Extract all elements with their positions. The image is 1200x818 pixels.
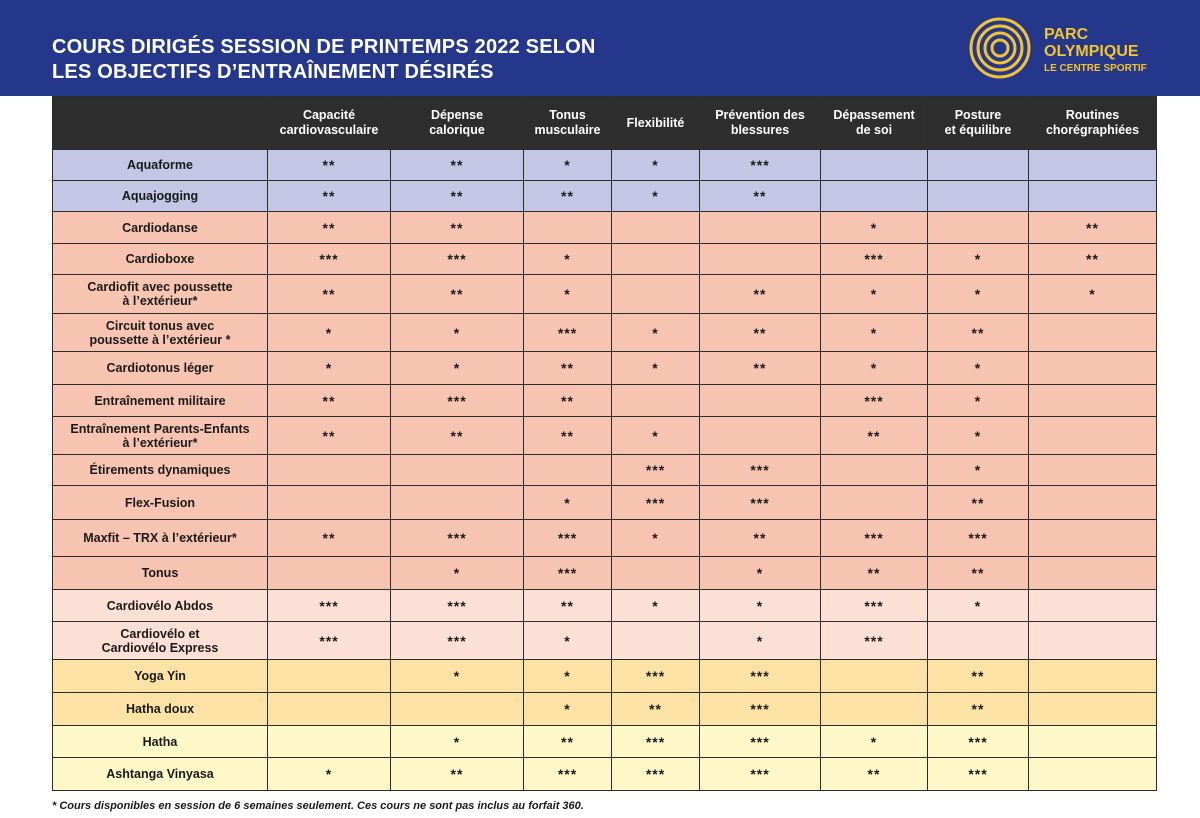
- rating-cell: **: [268, 150, 391, 181]
- rating-cell: *: [612, 590, 700, 622]
- course-name: Ashtanga Vinyasa: [53, 758, 268, 791]
- table-row: [53, 150, 1157, 181]
- rating-cell: *: [1029, 275, 1157, 314]
- rating-cell: ***: [928, 726, 1029, 758]
- rating-cell: **: [524, 417, 612, 455]
- rating-cell: [1029, 590, 1157, 622]
- table-row: [53, 244, 1157, 275]
- brand-line-3: LE CENTRE SPORTIF: [1044, 63, 1147, 74]
- rating-cell: *: [821, 726, 928, 758]
- rating-cell: [268, 455, 391, 486]
- column-header: Prévention des blessures: [700, 97, 821, 150]
- rating-cell: [612, 244, 700, 275]
- rating-cell: [1029, 486, 1157, 520]
- rating-cell: *: [524, 660, 612, 693]
- rating-cell: [928, 150, 1029, 181]
- rating-cell: [1029, 181, 1157, 212]
- schedule-table: [52, 96, 1157, 791]
- rating-cell: [391, 693, 524, 726]
- table-row: [53, 622, 1157, 660]
- rating-cell: ***: [700, 150, 821, 181]
- course-name: Étirements dynamiques: [53, 455, 268, 486]
- rating-cell: [1029, 622, 1157, 660]
- course-name: Entraînement Parents-Enfants à l’extérieur*: [53, 417, 268, 455]
- table-row: [53, 314, 1157, 352]
- rating-cell: *: [821, 314, 928, 352]
- rating-cell: **: [700, 275, 821, 314]
- column-header: Tonus musculaire: [524, 97, 612, 150]
- rating-cell: [612, 557, 700, 590]
- rating-cell: *: [524, 693, 612, 726]
- course-name: Hatha doux: [53, 693, 268, 726]
- rating-cell: [1029, 150, 1157, 181]
- rating-cell: **: [391, 275, 524, 314]
- rating-cell: [1029, 557, 1157, 590]
- rating-cell: [268, 486, 391, 520]
- title-line-2: LES OBJECTIFS D’ENTRAÎNEMENT DÉSIRÉS: [52, 61, 494, 83]
- rating-cell: [268, 557, 391, 590]
- rating-cell: [700, 385, 821, 417]
- rating-cell: [612, 212, 700, 244]
- rating-cell: ***: [612, 660, 700, 693]
- rating-cell: **: [928, 660, 1029, 693]
- rating-cell: **: [268, 275, 391, 314]
- rating-cell: [1029, 660, 1157, 693]
- rating-cell: ***: [391, 520, 524, 557]
- rating-cell: ***: [821, 520, 928, 557]
- rating-cell: [1029, 726, 1157, 758]
- rating-cell: [1029, 314, 1157, 352]
- rating-cell: ***: [268, 622, 391, 660]
- rating-cell: **: [268, 520, 391, 557]
- rating-cell: ***: [700, 660, 821, 693]
- rating-cell: [1029, 758, 1157, 791]
- rating-cell: **: [524, 385, 612, 417]
- rating-cell: ***: [928, 520, 1029, 557]
- column-header: Dépassement de soi: [821, 97, 928, 150]
- course-name: Cardiovélo et Cardiovélo Express: [53, 622, 268, 660]
- course-name: Aquajogging: [53, 181, 268, 212]
- table-row: [53, 660, 1157, 693]
- rating-cell: ***: [700, 758, 821, 791]
- rating-cell: **: [391, 212, 524, 244]
- rating-cell: *: [524, 275, 612, 314]
- rating-cell: ***: [391, 590, 524, 622]
- rating-cell: **: [928, 314, 1029, 352]
- table-row: [53, 726, 1157, 758]
- rating-cell: **: [391, 150, 524, 181]
- rating-cell: **: [821, 557, 928, 590]
- rating-cell: ***: [612, 758, 700, 791]
- footnote: * Cours disponibles en session de 6 semaines seulement. Ces cours ne sont pas inclus au forfait 360.: [52, 800, 584, 812]
- rating-cell: *: [612, 417, 700, 455]
- rating-cell: [1029, 417, 1157, 455]
- rating-cell: ***: [700, 693, 821, 726]
- rating-cell: ***: [700, 455, 821, 486]
- rating-cell: **: [391, 417, 524, 455]
- course-name: Cardioboxe: [53, 244, 268, 275]
- rating-cell: ***: [268, 590, 391, 622]
- table-row: [53, 486, 1157, 520]
- table-row: [53, 455, 1157, 486]
- rating-cell: *: [928, 275, 1029, 314]
- rating-cell: ***: [700, 486, 821, 520]
- column-header: Posture et équilibre: [928, 97, 1029, 150]
- course-name: Flex-Fusion: [53, 486, 268, 520]
- course-name: Yoga Yin: [53, 660, 268, 693]
- rating-cell: *: [391, 726, 524, 758]
- rating-cell: [821, 455, 928, 486]
- rating-cell: [524, 212, 612, 244]
- rating-cell: **: [612, 693, 700, 726]
- rating-cell: ***: [700, 726, 821, 758]
- course-name: Cardiodanse: [53, 212, 268, 244]
- rating-cell: *: [928, 244, 1029, 275]
- rating-cell: *: [391, 660, 524, 693]
- rating-cell: [1029, 352, 1157, 385]
- rating-cell: [928, 212, 1029, 244]
- rating-cell: **: [700, 352, 821, 385]
- rating-cell: *: [612, 314, 700, 352]
- rating-cell: **: [268, 212, 391, 244]
- rating-cell: [821, 486, 928, 520]
- rating-cell: *: [928, 455, 1029, 486]
- brand-line-1: PARC: [1044, 26, 1089, 43]
- brand-line-2: OLYMPIQUE: [1044, 43, 1139, 60]
- rating-cell: *: [524, 244, 612, 275]
- column-header: Capacité cardiovasculaire: [268, 97, 391, 150]
- rating-cell: **: [1029, 212, 1157, 244]
- rating-cell: [700, 212, 821, 244]
- rating-cell: *: [821, 352, 928, 385]
- column-header: Flexibilité: [612, 97, 700, 150]
- rating-cell: *: [928, 590, 1029, 622]
- rating-cell: *: [268, 352, 391, 385]
- rating-cell: ***: [524, 758, 612, 791]
- rating-cell: **: [700, 520, 821, 557]
- rating-cell: [268, 726, 391, 758]
- rating-cell: [700, 417, 821, 455]
- rating-cell: **: [700, 314, 821, 352]
- rating-cell: **: [524, 181, 612, 212]
- rating-cell: ***: [821, 590, 928, 622]
- course-name: Cardiotonus léger: [53, 352, 268, 385]
- rating-cell: [821, 660, 928, 693]
- rating-cell: [391, 455, 524, 486]
- course-name: Circuit tonus avec poussette à l’extérieur *: [53, 314, 268, 352]
- rating-cell: [821, 693, 928, 726]
- rating-cell: *: [391, 314, 524, 352]
- table-row: [53, 181, 1157, 212]
- rating-cell: *: [268, 758, 391, 791]
- rating-cell: **: [821, 417, 928, 455]
- course-name: Cardiofit avec poussette à l’extérieur*: [53, 275, 268, 314]
- rating-cell: **: [928, 486, 1029, 520]
- rating-cell: ***: [612, 455, 700, 486]
- column-header: Routines chorégraphiées: [1029, 97, 1157, 150]
- header-cell-blank: [53, 97, 268, 150]
- rating-cell: ***: [268, 244, 391, 275]
- rating-cell: [928, 622, 1029, 660]
- rating-cell: ***: [928, 758, 1029, 791]
- rating-cell: *: [612, 150, 700, 181]
- rating-cell: *: [612, 352, 700, 385]
- rating-cell: **: [524, 590, 612, 622]
- column-header: Dépense calorique: [391, 97, 524, 150]
- rating-cell: *: [821, 212, 928, 244]
- rating-cell: **: [821, 758, 928, 791]
- rating-cell: *: [700, 590, 821, 622]
- table-row: [53, 385, 1157, 417]
- rating-cell: **: [700, 181, 821, 212]
- rating-cell: **: [268, 385, 391, 417]
- table-row: [53, 417, 1157, 455]
- rating-cell: ***: [821, 622, 928, 660]
- rating-cell: ***: [391, 622, 524, 660]
- rating-cell: [1029, 385, 1157, 417]
- rating-cell: *: [391, 352, 524, 385]
- rating-cell: ***: [391, 244, 524, 275]
- rating-cell: [612, 622, 700, 660]
- rating-cell: *: [268, 314, 391, 352]
- rating-cell: *: [821, 275, 928, 314]
- page-header: [0, 0, 1200, 96]
- rating-cell: **: [524, 352, 612, 385]
- course-name: Hatha: [53, 726, 268, 758]
- table-body: [53, 150, 1157, 791]
- table-row: [53, 693, 1157, 726]
- rating-cell: ***: [524, 314, 612, 352]
- rating-cell: *: [700, 622, 821, 660]
- rating-cell: *: [524, 486, 612, 520]
- rating-cell: [1029, 693, 1157, 726]
- rating-cell: [928, 181, 1029, 212]
- rating-cell: ***: [524, 520, 612, 557]
- rating-cell: *: [928, 417, 1029, 455]
- rating-cell: [1029, 520, 1157, 557]
- rating-cell: **: [524, 726, 612, 758]
- table-row: [53, 557, 1157, 590]
- table-row: [53, 758, 1157, 791]
- title-line-1: COURS DIRIGÉS SESSION DE PRINTEMPS 2022 SELON: [52, 36, 596, 58]
- rating-cell: ***: [612, 726, 700, 758]
- concentric-rings-icon: [968, 16, 1032, 80]
- rating-cell: *: [928, 352, 1029, 385]
- rating-cell: **: [928, 557, 1029, 590]
- rating-cell: ***: [821, 244, 928, 275]
- table-row: [53, 212, 1157, 244]
- rating-cell: ***: [524, 557, 612, 590]
- rating-cell: **: [391, 758, 524, 791]
- course-name: Tonus: [53, 557, 268, 590]
- rating-cell: **: [268, 181, 391, 212]
- rating-cell: *: [524, 150, 612, 181]
- rating-cell: ***: [391, 385, 524, 417]
- rating-cell: [268, 693, 391, 726]
- table-row: [53, 275, 1157, 314]
- rating-cell: *: [524, 622, 612, 660]
- rating-cell: [821, 181, 928, 212]
- rating-cell: [700, 244, 821, 275]
- rating-cell: [268, 660, 391, 693]
- rating-cell: [1029, 455, 1157, 486]
- rating-cell: *: [700, 557, 821, 590]
- rating-cell: [391, 486, 524, 520]
- rating-cell: [821, 150, 928, 181]
- rating-cell: **: [928, 693, 1029, 726]
- rating-cell: *: [612, 181, 700, 212]
- table-row: [53, 590, 1157, 622]
- rating-cell: **: [1029, 244, 1157, 275]
- rating-cell: [612, 385, 700, 417]
- rating-cell: ***: [612, 486, 700, 520]
- table-row: [53, 352, 1157, 385]
- course-name: Maxfit – TRX à l’extérieur*: [53, 520, 268, 557]
- course-name: Entraînement militaire: [53, 385, 268, 417]
- rating-cell: [524, 455, 612, 486]
- rating-cell: **: [268, 417, 391, 455]
- table-header-row: [53, 97, 1157, 150]
- rating-cell: [612, 275, 700, 314]
- rating-cell: **: [391, 181, 524, 212]
- rating-cell: *: [928, 385, 1029, 417]
- rating-cell: ***: [821, 385, 928, 417]
- course-name: Cardiovélo Abdos: [53, 590, 268, 622]
- page-title: [52, 35, 596, 85]
- table-row: [53, 520, 1157, 557]
- rating-cell: *: [391, 557, 524, 590]
- rating-cell: *: [612, 520, 700, 557]
- course-name: Aquaforme: [53, 150, 268, 181]
- brand-wordmark: [1044, 26, 1147, 75]
